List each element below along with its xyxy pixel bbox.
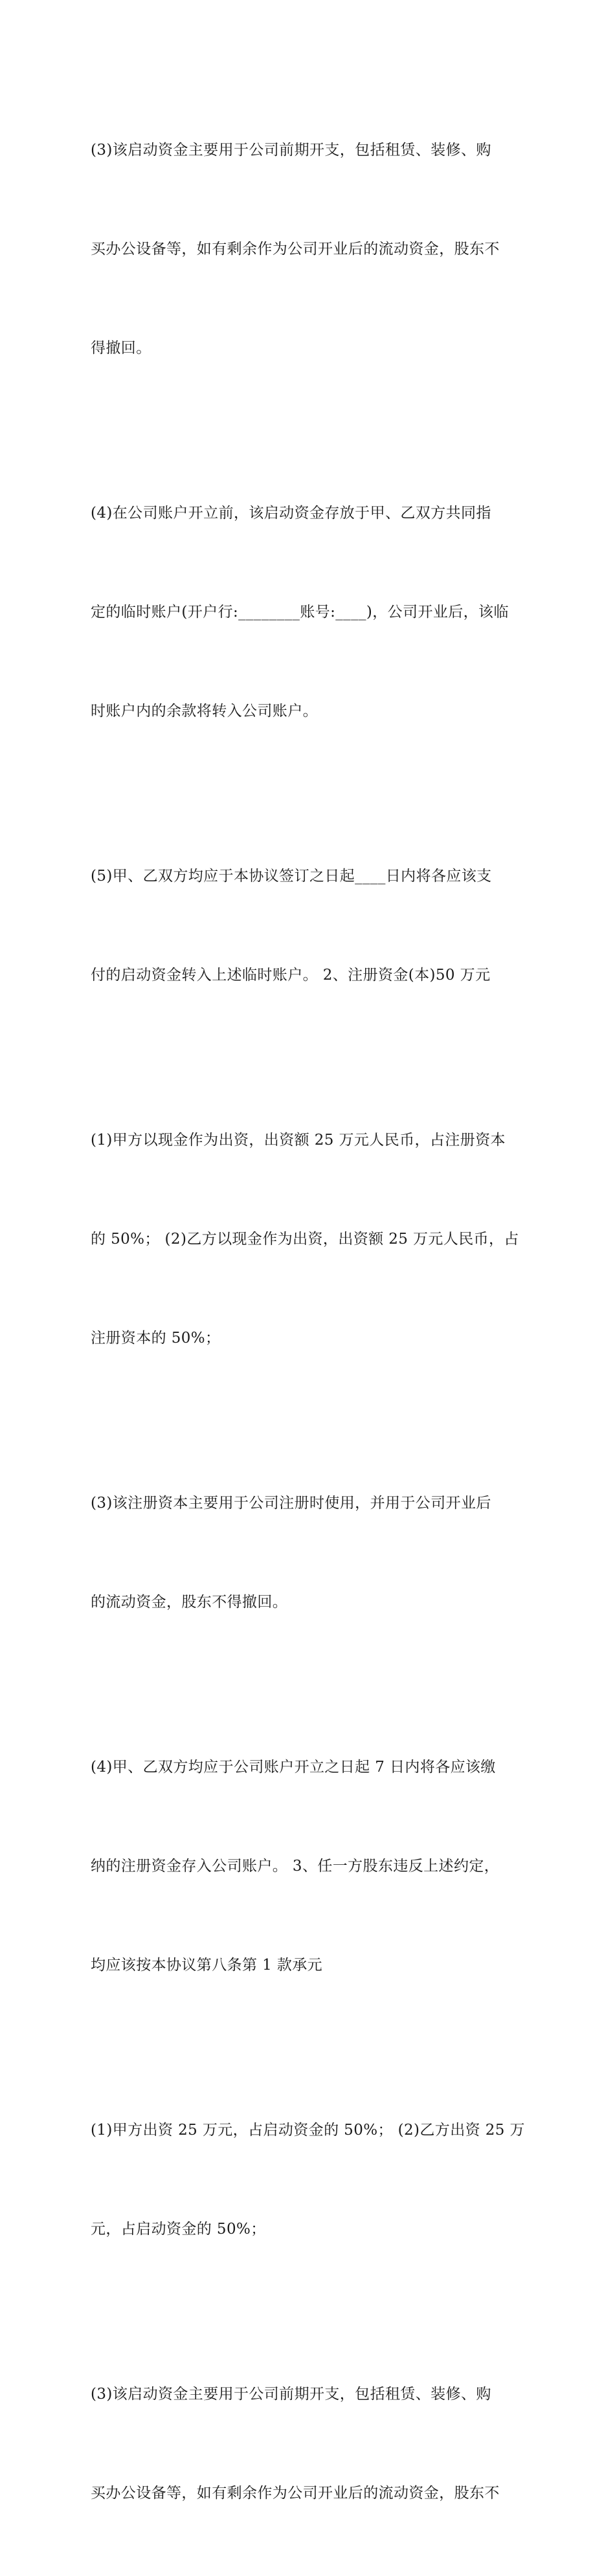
text-line: 的 50%； (2)乙方以现金作为出资，出资额 25 万元人民币，占	[91, 1231, 519, 1248]
text-line: 的流动资金，股东不得撤回。	[91, 1594, 288, 1611]
text-line: (4)甲、乙双方均应于公司账户开立之日起 7 日内将各应该缴	[91, 1759, 496, 1776]
text-line: (1)甲方以现金作为出资，出资额 25 万元人民币，占注册资本	[91, 1132, 506, 1149]
text-line: 纳的注册资金存入公司账户。 3、任一方股东违反上述约定，	[91, 1858, 500, 1875]
paragraph-transfer-deadline	[91, 794, 531, 1058]
text-line: (5)甲、乙双方均应于本协议签订之日起____日内将各应该支	[91, 868, 492, 885]
text-line: 时账户内的余款将转入公司账户。	[91, 703, 318, 720]
text-line: 注册资本的 50%；	[91, 1330, 221, 1347]
text-line: (3)该启动资金主要用于公司前期开支，包括租赁、装修、购	[91, 142, 491, 159]
text-line: (3)该注册资本主要用于公司注册时使用，并用于公司开业后	[91, 1495, 491, 1512]
paragraph-deposit-deadline	[91, 1685, 531, 2048]
text-line: 买办公设备等，如有剩余作为公司开业后的流动资金，股东不	[91, 241, 500, 258]
text-line: 定的临时账户(开户行:________账号:____)，公司开业后，该临	[91, 604, 509, 621]
text-line: (1)甲方出资 25 万元，占启动资金的 50%； (2)乙方出资 25 万	[91, 2122, 525, 2139]
paragraph-startup-contribution	[91, 2048, 531, 2312]
document-body	[91, 68, 531, 2576]
text-line: (4)在公司账户开立前，该启动资金存放于甲、乙双方共同指	[91, 505, 491, 522]
paragraph-startup-fund-usage	[91, 68, 531, 431]
paragraph-registered-capital-usage	[91, 1421, 531, 1685]
text-line: 均应该按本协议第八条第 1 款承元	[91, 1957, 323, 1974]
text-line: 元，占启动资金的 50%；	[91, 2221, 266, 2238]
paragraph-startup-fund-usage-repeat	[91, 2312, 531, 2576]
text-line: 得撤回。	[91, 340, 151, 357]
paragraph-temporary-account	[91, 431, 531, 794]
paragraph-capital-contribution	[91, 1058, 531, 1421]
text-line: 付的启动资金转入上述临时账户。 2、注册资金(本)50 万元	[91, 967, 491, 984]
text-line: 买办公设备等，如有剩余作为公司开业后的流动资金，股东不	[91, 2485, 500, 2502]
text-line: (3)该启动资金主要用于公司前期开支，包括租赁、装修、购	[91, 2386, 491, 2403]
